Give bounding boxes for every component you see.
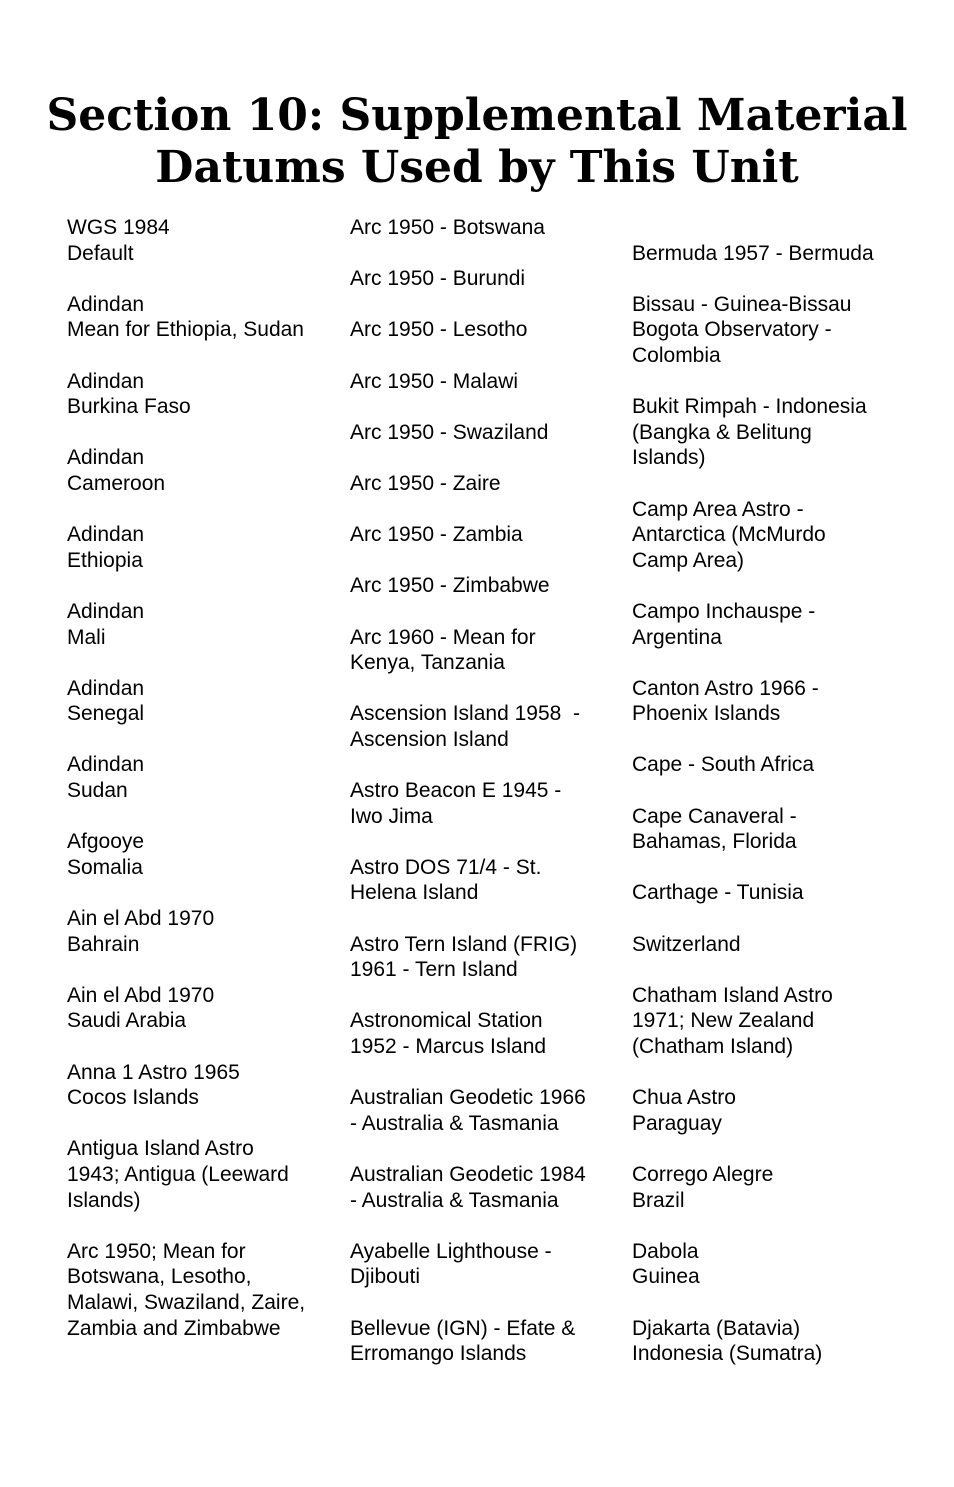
blank-line bbox=[632, 215, 932, 241]
datum-text-line: Arc 1950 - Botswana bbox=[350, 216, 545, 239]
title-line-1: Section 10: Supplemental Material bbox=[46, 90, 908, 141]
datum-text-line: Astro DOS 71/4 - St. bbox=[350, 855, 542, 879]
blank-line bbox=[632, 1213, 932, 1239]
datum-text-line: Adindan bbox=[67, 446, 145, 470]
datum-text-line: Bissau - Guinea-Bissau bbox=[632, 292, 852, 316]
datum-text-line: Phoenix Islands bbox=[632, 702, 781, 726]
blank-line bbox=[67, 497, 337, 523]
datum-text-line: Ascension Island 1958 - bbox=[350, 702, 580, 726]
datum-text-line: Iwo Jima bbox=[350, 804, 433, 828]
blank-line bbox=[350, 548, 615, 574]
datum-text-line: Adindan bbox=[67, 676, 145, 700]
datum-text-line: 1971; New Zealand bbox=[632, 1009, 815, 1033]
blank-line bbox=[67, 957, 337, 983]
blank-line bbox=[350, 1136, 615, 1162]
datum-text-line: Burkina Faso bbox=[67, 395, 191, 419]
datum-text-line: Default bbox=[67, 241, 134, 265]
datum-text-line: Astro Beacon E 1945 - bbox=[350, 779, 562, 803]
blank-line bbox=[350, 829, 615, 855]
blank-line bbox=[350, 445, 615, 471]
blank-line bbox=[350, 1290, 615, 1316]
datum-text-line: Astronomical Station bbox=[350, 1009, 543, 1033]
blank-line bbox=[350, 1213, 615, 1239]
datum-text-line: - Australia & Tasmania bbox=[350, 1111, 559, 1135]
datum-column-2 bbox=[350, 215, 615, 1367]
datum-text-line: Cape Canaveral - bbox=[632, 804, 797, 828]
datum-text-line: Bahrain bbox=[67, 932, 140, 956]
blank-line bbox=[350, 343, 615, 369]
blank-line bbox=[350, 752, 615, 778]
datum-text-line: Bogota Observatory - bbox=[632, 318, 832, 342]
datum-text-line: Arc 1950 - Burundi bbox=[350, 267, 526, 291]
datum-text-line: Senegal bbox=[67, 702, 145, 726]
datum-text-line: Arc 1950 - Malawi bbox=[350, 369, 519, 393]
datum-text-line: Ethiopia bbox=[67, 548, 143, 572]
datum-text-line: Antigua Island Astro bbox=[67, 1137, 254, 1161]
datum-text-line: Malawi, Swaziland, Zaire, bbox=[67, 1290, 306, 1314]
datum-text-line: Chua Astro bbox=[632, 1086, 736, 1110]
datum-text-line: Guinea bbox=[632, 1265, 700, 1289]
datum-text-line: Arc 1960 - Mean for bbox=[350, 625, 536, 649]
blank-line bbox=[67, 343, 337, 369]
blank-line bbox=[632, 573, 932, 599]
datum-text-line: Arc 1950 - Zambia bbox=[350, 523, 523, 547]
datum-text-line: Corrego Alegre bbox=[632, 1162, 774, 1186]
blank-line bbox=[350, 394, 615, 420]
datum-text-line: Djibouti bbox=[350, 1265, 421, 1289]
datum-text-line: Adindan bbox=[67, 599, 145, 623]
datum-text-line: Colombia bbox=[632, 343, 721, 367]
datum-text-line: (Bangka & Belitung bbox=[632, 420, 812, 444]
blank-line bbox=[67, 880, 337, 906]
datum-text-line: Mean for Ethiopia, Sudan bbox=[67, 318, 304, 342]
blank-line bbox=[67, 573, 337, 599]
datum-text-line: Bahamas, Florida bbox=[632, 830, 797, 854]
datum-text-line: Adindan bbox=[67, 292, 145, 316]
title-line-2: Datums Used by This Unit bbox=[155, 142, 799, 193]
blank-line bbox=[632, 906, 932, 932]
datum-text-line: Islands) bbox=[632, 446, 706, 470]
blank-line bbox=[67, 266, 337, 292]
blank-line bbox=[632, 1136, 932, 1162]
blank-line bbox=[67, 650, 337, 676]
blank-line bbox=[350, 241, 615, 267]
datum-text-line: Brazil bbox=[632, 1188, 685, 1212]
datum-text-line: Antarctica (McMurdo bbox=[632, 523, 826, 547]
datum-text-line: Carthage - Tunisia bbox=[632, 881, 804, 905]
blank-line bbox=[67, 1213, 337, 1239]
datum-text-line: Arc 1950 - Zaire bbox=[350, 471, 501, 495]
blank-line bbox=[632, 266, 932, 292]
datum-text-line: Ain el Abd 1970 bbox=[67, 907, 215, 931]
datum-text-line: (Chatham Island) bbox=[632, 1035, 794, 1058]
datum-text-line: Helena Island bbox=[350, 881, 479, 905]
blank-line bbox=[350, 906, 615, 932]
datum-text-line: 1961 - Tern Island bbox=[350, 958, 518, 982]
datum-text-line: Argentina bbox=[632, 625, 722, 649]
datum-text-line: Adindan bbox=[67, 369, 145, 393]
datum-text-line: Saudi Arabia bbox=[67, 1009, 187, 1033]
datum-text-line: Adindan bbox=[67, 753, 145, 777]
datum-text-line: Arc 1950; Mean for bbox=[67, 1239, 246, 1263]
datum-column-1 bbox=[67, 215, 337, 1341]
blank-line bbox=[632, 855, 932, 881]
datum-text-line: Bukit Rimpah - Indonesia bbox=[632, 395, 867, 419]
datum-text-line: - Australia & Tasmania bbox=[350, 1188, 559, 1212]
datum-text-line: Zambia and Zimbabwe bbox=[67, 1316, 281, 1340]
datum-text-line: Erromango Islands bbox=[350, 1342, 527, 1366]
datum-text-line: Campo Inchauspe - bbox=[632, 599, 816, 623]
blank-line bbox=[67, 1034, 337, 1060]
datum-text-line: 1952 - Marcus Island bbox=[350, 1035, 547, 1058]
datum-text-line: Sudan bbox=[67, 779, 128, 803]
datum-text-line: Cocos Islands bbox=[67, 1086, 199, 1110]
datum-text-line: Anna 1 Astro 1965 bbox=[67, 1060, 240, 1084]
blank-line bbox=[632, 650, 932, 676]
blank-line bbox=[67, 727, 337, 753]
datum-text-line: Dabola bbox=[632, 1239, 699, 1263]
blank-line bbox=[350, 676, 615, 702]
datum-text-line: Paraguay bbox=[632, 1111, 722, 1135]
datum-text-line: Chatham Island Astro bbox=[632, 983, 833, 1007]
blank-line bbox=[632, 471, 932, 497]
datum-text-line: Indonesia (Sumatra) bbox=[632, 1342, 823, 1366]
datum-text-line: Australian Geodetic 1966 bbox=[350, 1086, 586, 1110]
datum-text-line: Ayabelle Lighthouse - bbox=[350, 1239, 552, 1263]
blank-line bbox=[632, 957, 932, 983]
datum-text-line: Arc 1950 - Swaziland bbox=[350, 420, 549, 444]
datum-text-line: Cameroon bbox=[67, 471, 166, 495]
blank-line bbox=[350, 1060, 615, 1086]
datum-text-line: Islands) bbox=[67, 1188, 141, 1212]
datum-text-line: Camp Area Astro - bbox=[632, 497, 804, 521]
blank-line bbox=[632, 1290, 932, 1316]
datum-text-line: Bellevue (IGN) - Efate & bbox=[350, 1316, 576, 1340]
datum-text-line: 1943; Antigua (Leeward bbox=[67, 1162, 289, 1186]
blank-line bbox=[632, 727, 932, 753]
datum-column-3 bbox=[632, 215, 932, 1367]
page-title bbox=[0, 90, 954, 194]
datum-text-line: Bermuda 1957 - Bermuda bbox=[632, 241, 874, 265]
datum-text-line: Australian Geodetic 1984 bbox=[350, 1162, 586, 1186]
blank-line bbox=[350, 983, 615, 1009]
datum-text-line: WGS 1984 bbox=[67, 216, 170, 239]
datum-text-line: Afgooye bbox=[67, 830, 145, 854]
datum-text-line: Switzerland bbox=[632, 932, 741, 956]
blank-line bbox=[350, 292, 615, 318]
datum-text-line: Cape - South Africa bbox=[632, 753, 815, 777]
datum-text-line: Botswana, Lesotho, bbox=[67, 1265, 252, 1289]
datum-text-line: Ain el Abd 1970 bbox=[67, 983, 215, 1007]
blank-line bbox=[350, 497, 615, 523]
datum-text-line: Astro Tern Island (FRIG) bbox=[350, 932, 578, 956]
datum-text-line: Mali bbox=[67, 625, 106, 649]
blank-line bbox=[67, 804, 337, 830]
blank-line bbox=[67, 1111, 337, 1137]
datum-text-line: Camp Area) bbox=[632, 548, 745, 572]
datum-text-line: Arc 1950 - Zimbabwe bbox=[350, 574, 550, 598]
blank-line bbox=[632, 1060, 932, 1086]
blank-line bbox=[67, 420, 337, 446]
datum-text-line: Canton Astro 1966 - bbox=[632, 676, 819, 700]
blank-line bbox=[632, 369, 932, 395]
datum-text-line: Kenya, Tanzania bbox=[350, 651, 505, 675]
blank-line bbox=[632, 778, 932, 804]
blank-line bbox=[350, 599, 615, 625]
datum-text-line: Arc 1950 - Lesotho bbox=[350, 318, 528, 342]
datum-text-line: Somalia bbox=[67, 855, 143, 879]
datum-text-line: Adindan bbox=[67, 523, 145, 547]
datum-text-line: Djakarta (Batavia) bbox=[632, 1316, 801, 1340]
datum-text-line: Ascension Island bbox=[350, 727, 509, 751]
